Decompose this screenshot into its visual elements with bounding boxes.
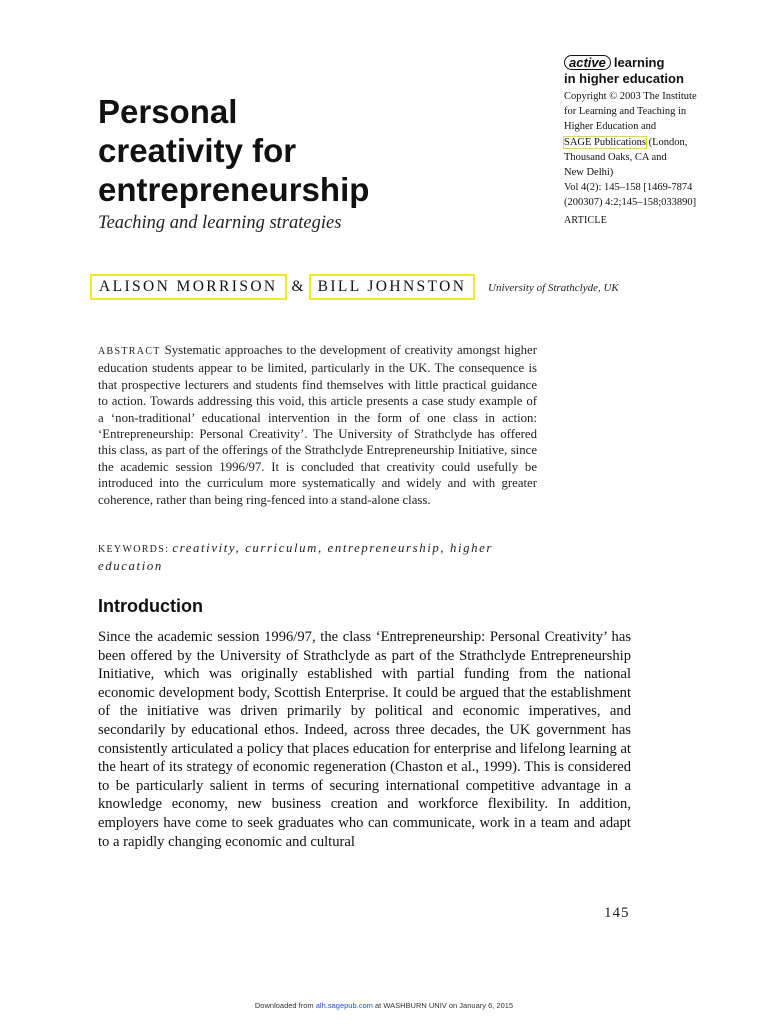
keywords	[98, 540, 537, 575]
abstract-label: ABSTRACT	[98, 346, 161, 357]
publisher-link[interactable]: SAGE Publications	[564, 136, 646, 148]
copyright-line-3: Higher Education and	[564, 121, 657, 133]
article-type: ARTICLE	[564, 214, 608, 226]
download-footer	[0, 1001, 768, 1010]
publisher-line	[564, 135, 764, 150]
title-line-2: creativity for	[98, 132, 297, 169]
section-heading-introduction: Introduction	[98, 596, 203, 616]
location-line-3: New Delhi)	[564, 167, 614, 179]
footer-prefix: Downloaded from	[254, 1001, 314, 1010]
journal-brand-line2: in higher education	[564, 71, 684, 86]
author-affiliation: University of Strathclyde, UK	[488, 282, 619, 294]
footer-link[interactable]: alh.sagepub.com	[315, 1001, 373, 1010]
keywords-label: KEYWORDS:	[98, 544, 170, 555]
article-subtitle: Teaching and learning strategies	[98, 213, 342, 233]
page-number: 145	[604, 905, 630, 921]
journal-brand	[564, 55, 764, 71]
journal-brand-line1: learning	[613, 55, 665, 70]
author-johnston[interactable]: BILL JOHNSTON	[309, 274, 476, 300]
keywords-text: creativity, curriculum, entrepreneurship, higher education	[98, 541, 493, 574]
copyright-line-2: for Learning and Teaching in	[564, 106, 687, 118]
volume-line: Vol 4(2): 145–158 [1469-7874	[564, 182, 693, 194]
introduction-paragraph: Since the academic session 1996/97, the class ‘Entrepreneurship: Personal Creativity’ has been offered by the University of Strathclyde as part of the Strathclyde Entrepreneurship Initiative, which was originally established with partial funding from the national economic development body, Scottish Enterprise. It could be argued that the establishment of the initiative was driven primarily by political and economic imperatives, and secondarily by educational ethos. Indeed, across three decades, the UK government has consistently articulated a policy that places education for enterprise and lifelong learning at the heart of its strategy of economic regeneration (Chaston et al., 1999). This is considered to be particularly salient in terms of securing international competitive advantage in a knowledge economy, new business creation and workforce flexibility. In addition, employers have come to seek graduates who can communicate, work in a team and adapt to a rapidly changing economic and cultural	[98, 629, 631, 850]
location-line-2: Thousand Oaks, CA and	[564, 151, 667, 163]
journal-meta	[564, 89, 764, 211]
author-morrison[interactable]: ALISON MORRISON	[90, 274, 287, 300]
publisher-after: (London,	[648, 136, 688, 148]
volume-line-2: (200307) 4:2;145–158;033890]	[564, 197, 697, 209]
author-separator: &	[291, 278, 304, 295]
article-title	[98, 92, 538, 209]
copyright-line: Copyright © 2003 The Institute	[564, 91, 697, 102]
author-list	[90, 274, 475, 300]
journal-info	[564, 55, 764, 226]
abstract	[98, 342, 537, 508]
title-line-3: entrepreneurship	[98, 171, 370, 208]
title-line-1: Personal	[98, 93, 238, 130]
journal-brand-active: active	[564, 55, 611, 70]
footer-suffix: at WASHBURN UNIV on January 6, 2015	[374, 1001, 514, 1010]
abstract-text: Systematic approaches to the development of creativity amongst higher education students appear to be limited, particularly in the UK. The consequence is that prospective lecturers and students find themselves with little practical guidance to action. Towards addressing this void, this article presents a case study example of a ‘non-traditional’ educational intervention in the form of one class in action: ‘Entrepreneurship: Personal Creativity’. The University of Strathclyde has offered this class, as part of the offerings of the Strathclyde Entrepreneurship Initiative, since the academic session 1996/97. It is concluded that creativity could usefully be introduced into the curriculum more systematically and widely and with greater coherence, rather than being ring-fenced into a stand-alone class.	[98, 343, 537, 507]
